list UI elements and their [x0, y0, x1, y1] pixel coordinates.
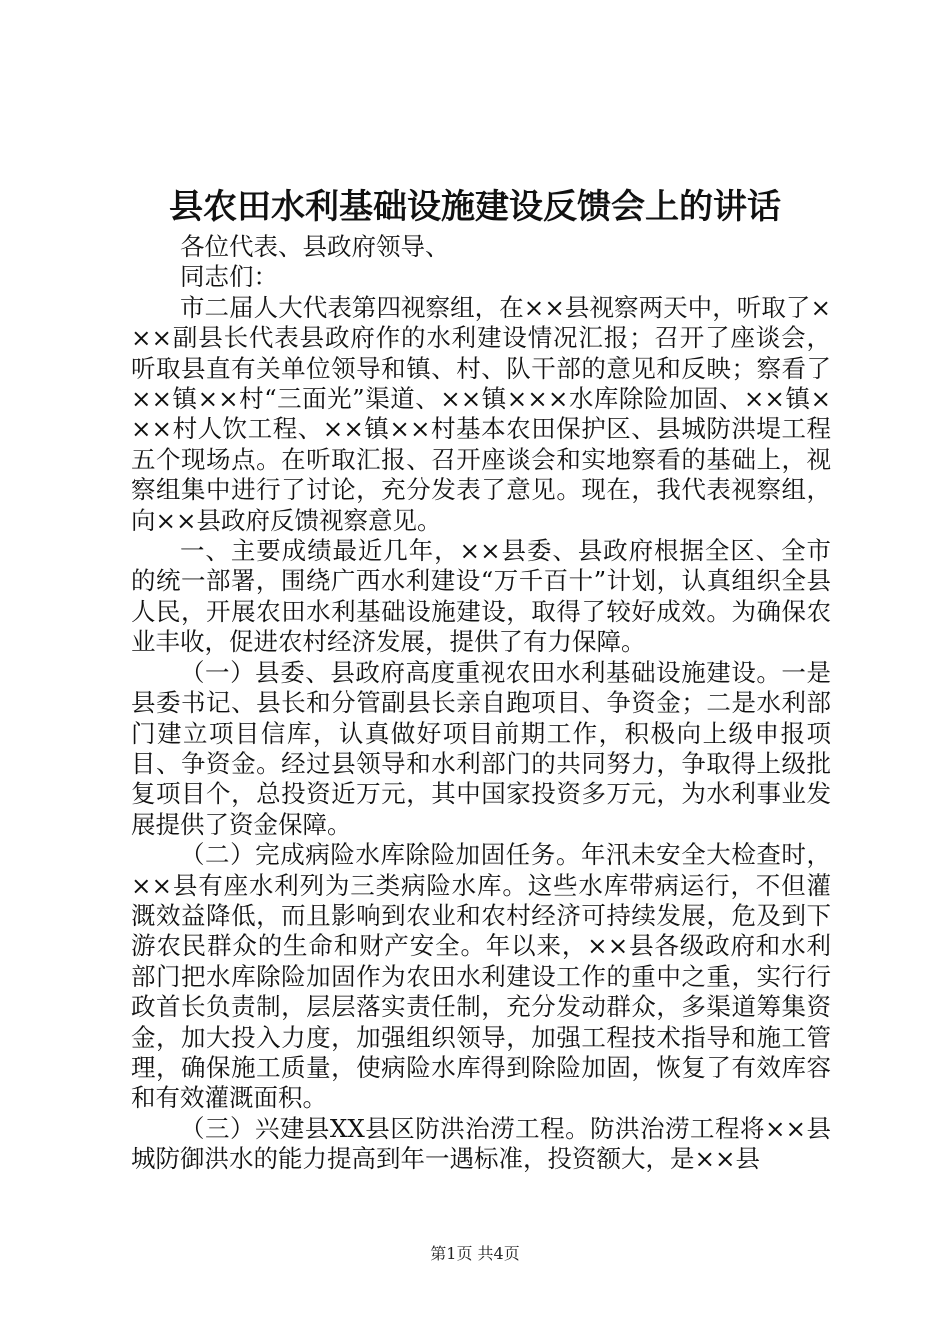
salutation-line-1: 各位代表、县政府领导、	[180, 232, 450, 261]
document-title: 县农田水利基础设施建设反馈会上的讲话	[169, 187, 781, 227]
salutation-line-2: 同志们：	[180, 262, 278, 292]
paragraph-section-1: （一）县委、县政府高度重视农田水利基础设施建设。一是县委书记、县长和分管副县长亲自跑项目、争资金；二是水利部门建立项目信库，认真做好项目前期工作，积极向上级申报项目、争资金。经过县领导和水利部门的共同努力，争取得上级批复项目个，总投资近万元，其中国家投资多万元，为水利事业发展提供了资金保障。	[131, 657, 831, 839]
paragraph-achievements: 一、主要成绩最近几年，××县委、县政府根据全区、全市的统一部署，围绕广西水利建设“万千百十”计划，认真组织全县人民，开展农田水利基础设施建设，取得了较好成效。为确保农业丰收，促进农村经济发展，提供了有力保障。	[131, 536, 831, 657]
page-footer: 第1页 共4页	[430, 1244, 520, 1263]
document-body	[131, 232, 831, 1175]
paragraph-intro: 市二届人大代表第四视察组，在××县视察两天中，听取了×××副县长代表县政府作的水利建设情况汇报；召开了座谈会，听取县直有关单位领导和镇、村、队干部的意见和反映；察看了××镇××村“三面光”渠道、××镇×××水库除险加固、××镇×××村人饮工程、××镇××村基本农田保护区、县城防洪堤工程五个现场点。在听取汇报、召开座谈会和实地察看的基础上，视察组集中进行了讨论，充分发表了意见。现在，我代表视察组，向××县政府反馈视察意见。	[131, 292, 831, 535]
paragraph-section-3: （三）兴建县XX县区防洪治涝工程。防洪治涝工程将××县城防御洪水的能力提高到年一遇标准，投资额大，是××县	[131, 1113, 831, 1174]
paragraph-section-2: （二）完成病险水库除险加固任务。年汛未安全大检查时，××县有座水利列为三类病险水库。这些水库带病运行，不但灌溉效益降低，而且影响到农业和农村经济可持续发展，危及到下游农民群众的生命和财产安全。年以来，××县各级政府和水利部门把水库除险加固作为农田水利建设工作的重中之重，实行行政首长负责制，层层落实责任制，充分发动群众，多渠道筹集资金，加大投入力度，加强组织领导，加强工程技术指导和施工管理，确保施工质量，使病险水库得到除险加固，恢复了有效库容和有效灌溉面积。	[131, 840, 831, 1113]
